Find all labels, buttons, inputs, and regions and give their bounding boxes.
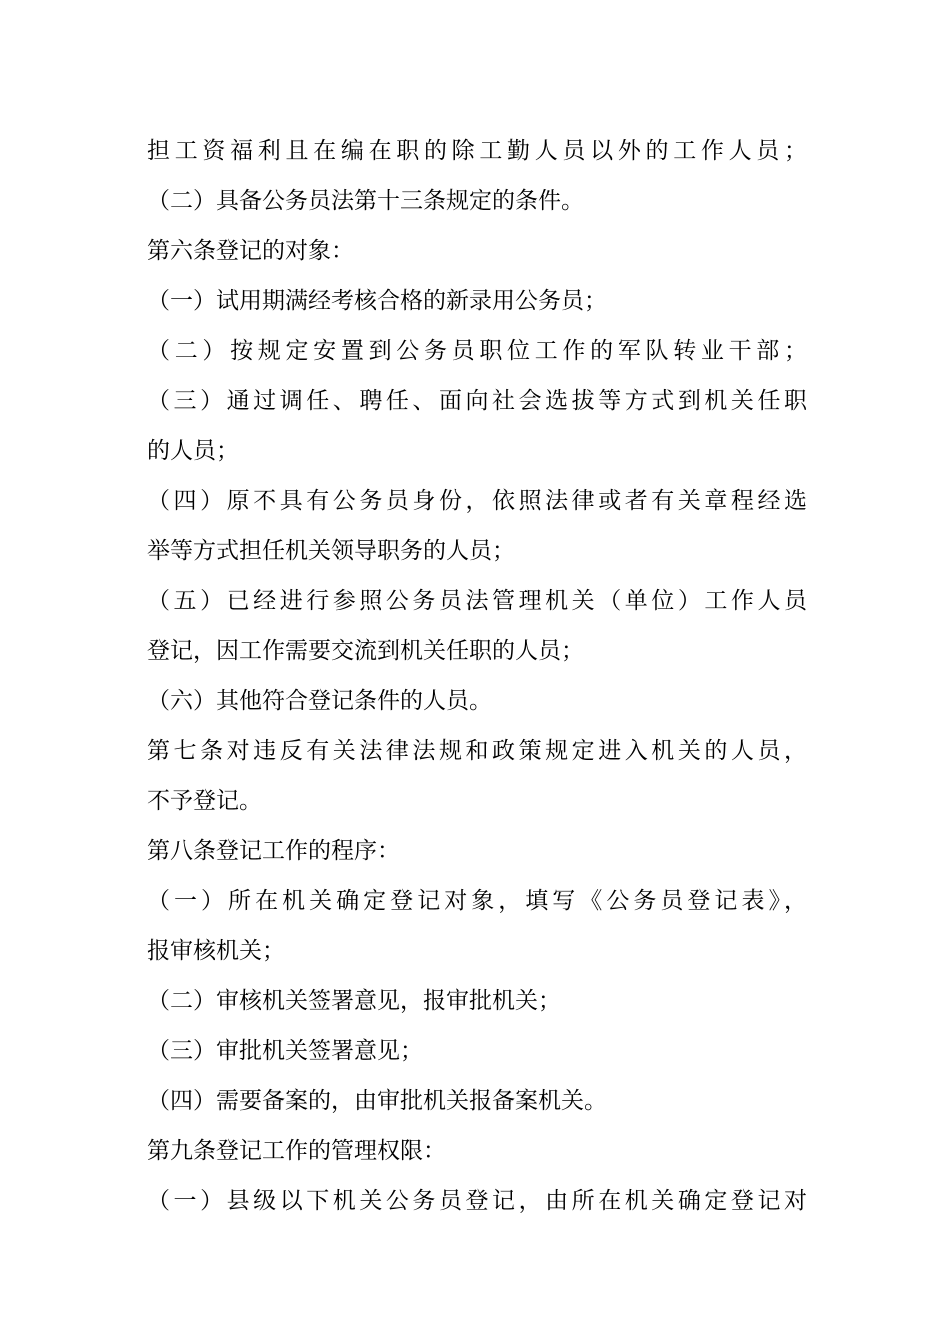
- document-body: [147, 126, 807, 1226]
- text-line: （三）审批机关签署意见；: [147, 1038, 423, 1064]
- text-line: （二）具备公务员法第十三条规定的条件。: [147, 188, 584, 214]
- text-line: （一）试用期满经考核合格的新录用公务员；: [147, 288, 607, 314]
- text-line: （六）其他符合登记条件的人员。: [147, 688, 492, 714]
- text-line: 登记，因工作需要交流到机关任职的人员；: [147, 638, 584, 664]
- text-line: （一）县级以下机关公务员登记，由所在机关确定登记对: [147, 1188, 807, 1214]
- text-line: （四）原不具有公务员身份，依照法律或者有关章程经选: [147, 488, 807, 514]
- text-line: （一）所在机关确定登记对象，填写《公务员登记表》，: [147, 888, 807, 914]
- article-heading: 第九条登记工作的管理权限：: [147, 1138, 446, 1164]
- text-line: （二）按规定安置到公务员职位工作的军队转业干部；: [147, 338, 807, 364]
- text-line: （二）审核机关签署意见，报审批机关；: [147, 988, 561, 1014]
- text-line: （四）需要备案的，由审批机关报备案机关。: [147, 1088, 607, 1114]
- article-heading: 第六条登记的对象：: [147, 238, 354, 264]
- text-line: 不予登记。: [147, 788, 262, 814]
- article-heading: 第七条对违反有关法律法规和政策规定进入机关的人员，: [147, 738, 807, 764]
- text-line: （三）通过调任、聘任、面向社会选拔等方式到机关任职: [147, 388, 807, 414]
- text-line: （五）已经进行参照公务员法管理机关（单位）工作人员: [147, 588, 807, 614]
- text-line: 举等方式担任机关领导职务的人员；: [147, 538, 515, 564]
- text-line: 担工资福利且在编在职的除工勤人员以外的工作人员；: [147, 138, 807, 164]
- text-line: 的人员；: [147, 438, 239, 464]
- article-heading: 第八条登记工作的程序：: [147, 838, 400, 864]
- text-line: 报审核机关；: [147, 938, 285, 964]
